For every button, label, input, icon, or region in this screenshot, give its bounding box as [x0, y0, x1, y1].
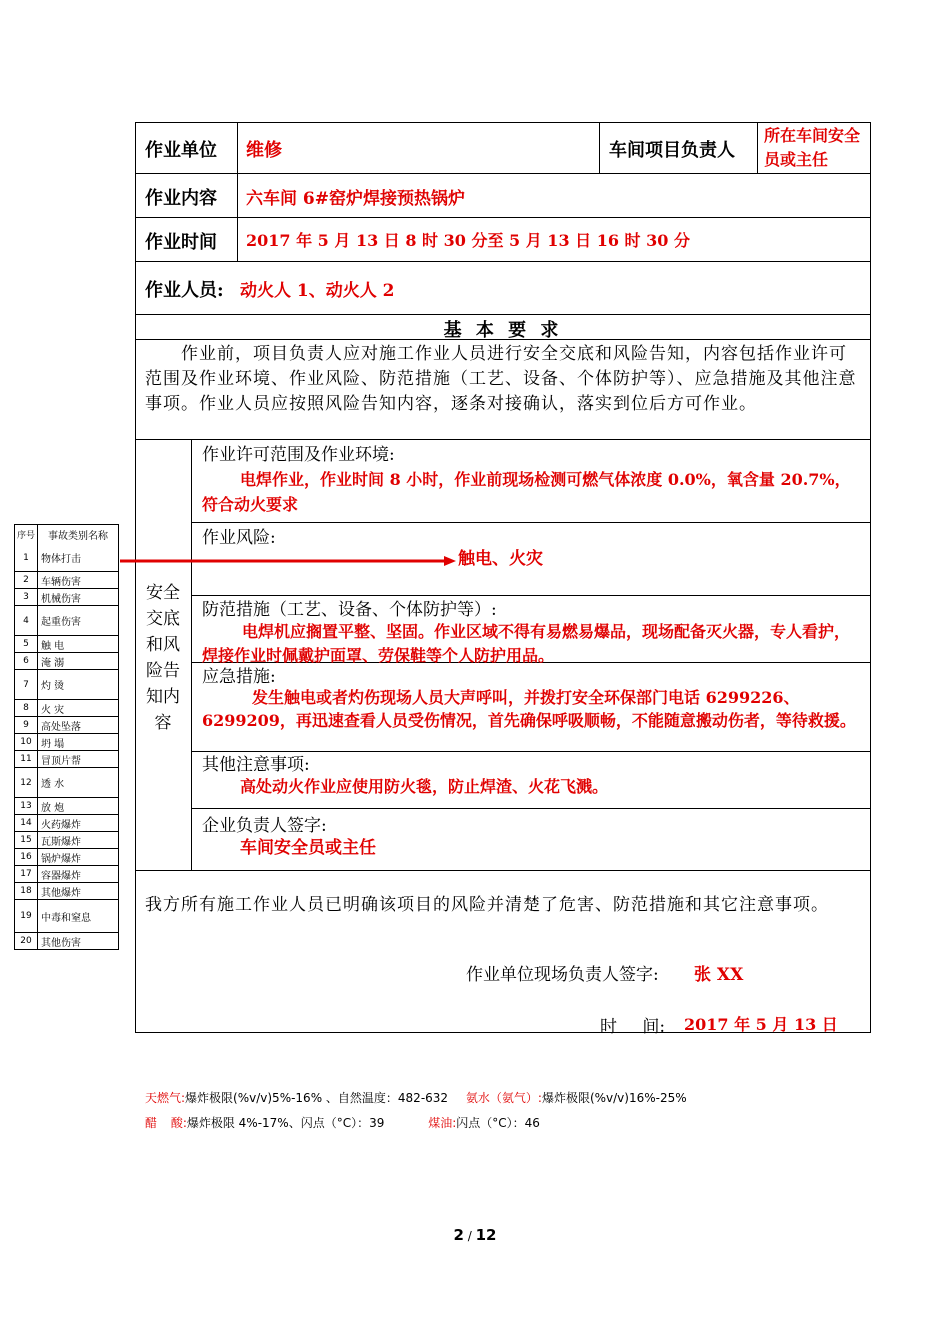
side-row-num: 17 — [15, 866, 38, 882]
side-table-row — [15, 635, 118, 652]
side-table-row — [15, 588, 118, 605]
side-row-name: 透 水 — [41, 779, 65, 790]
side-row-num: 20 — [15, 933, 38, 949]
side-row-name: 其他伤害 — [41, 937, 81, 949]
side-row-name: 火 灾 — [41, 704, 65, 716]
side-row-name: 瓦斯爆炸 — [41, 836, 81, 848]
side-row-num: 9 — [15, 717, 38, 733]
side-row-name: 高处坠落 — [41, 721, 81, 733]
side-table-header — [15, 525, 118, 544]
side-row-name: 机械伤害 — [41, 593, 81, 605]
side-table-row — [15, 767, 118, 797]
side-row-num: 11 — [15, 751, 38, 767]
side-table-row — [15, 605, 118, 635]
side-row-name: 物体打击 — [41, 554, 81, 565]
ammonia-label: 氨水（氨气）: — [465, 1091, 542, 1105]
people-value: 动火人 1、动火人 2 — [240, 281, 395, 301]
sign-value: 车间安全员或主任 — [240, 838, 376, 858]
other-label: 其他注意事项: — [202, 755, 310, 775]
footer-line-2 — [145, 1114, 540, 1131]
section-label: 安全交底和风险告知内容 — [146, 583, 180, 733]
side-row-num: 19 — [15, 900, 38, 932]
onsite-sign-value: 张 XX — [694, 965, 744, 985]
acetic-label: 醋 酸: — [145, 1116, 187, 1130]
side-row-num: 2 — [15, 572, 38, 588]
leader-value: 所在车间安全员或主任 — [764, 126, 861, 169]
unit-label: 作业单位 — [145, 140, 217, 161]
side-row-name: 起重伤害 — [41, 617, 81, 628]
sign-label: 企业负责人签字: — [202, 816, 327, 836]
side-row-num: 7 — [15, 670, 38, 699]
side-table-row — [15, 932, 118, 949]
date-label: 时 间: — [600, 1017, 666, 1037]
side-row-num: 8 — [15, 700, 38, 716]
side-row-name: 放 炮 — [41, 802, 65, 814]
side-row-num: 5 — [15, 636, 38, 652]
requirements-text: 作业前，项目负责人应对施工作业人员进行安全交底和风险告知，内容包括作业许可范围及作业环境、作业风险、防范措施（工艺、设备、个体防护等）、应急措施及其他注意事项。作业人员应按照风险告知内容，逐条对接确认，落实到位后方可作业。 — [145, 344, 857, 414]
side-table-row — [15, 797, 118, 814]
footer-line-1 — [145, 1089, 687, 1106]
side-row-name: 火药爆炸 — [41, 819, 81, 831]
page-current: 2 — [453, 1226, 464, 1244]
side-table-row — [15, 831, 118, 848]
side-table-row — [15, 865, 118, 882]
side-row-num: 18 — [15, 883, 38, 899]
time-value: 2017 年 5 月 13 日 8 时 30 分至 5 月 13 日 16 时 30 分 — [246, 231, 690, 250]
time-label: 作业时间 — [145, 232, 217, 253]
measures-label: 防范措施（工艺、设备、个体防护等）: — [202, 600, 497, 620]
onsite-sign-label: 作业单位现场负责人签字: — [466, 965, 659, 985]
emergency-value: 发生触电或者灼伤现场人员大声呼叫，并拨打安全环保部门电话 6299226、6299209，再迅速查看人员受伤情况，首先确保呼吸顺畅，不能随意搬动伤者，等待救援。 — [202, 688, 856, 730]
arrow-icon — [118, 554, 458, 568]
side-row-name: 中毒和窒息 — [41, 912, 91, 924]
side-row-num: 4 — [15, 606, 38, 635]
side-row-name: 锅炉爆炸 — [41, 853, 81, 865]
gas-text: 爆炸极限(%v/v)5%-16% 、自然温度：482-632 — [185, 1091, 449, 1105]
side-table-row — [15, 899, 118, 932]
side-row-num: 16 — [15, 849, 38, 865]
risk-value: 触电、火灾 — [458, 549, 543, 569]
side-table-row — [15, 544, 118, 571]
content-value: 六车间 6#窑炉焊接预热锅炉 — [246, 189, 465, 209]
measures-value: 电焊机应搁置平整、坚固。作业区域不得有易燃易爆品，现场配备灭火器，专人看护，焊接作业时佩戴护面罩、劳保鞋等个人防护用品。 — [202, 622, 851, 665]
content-label: 作业内容 — [145, 188, 217, 209]
kerosene-label: 煤油: — [428, 1116, 457, 1130]
side-row-num: 3 — [15, 589, 38, 605]
scope-label: 作业许可范围及作业环境: — [202, 445, 395, 465]
leader-label: 车间项目负责人 — [609, 140, 735, 161]
ammonia-text: 爆炸极限(%v/v)16%-25% — [541, 1091, 687, 1105]
side-table-row — [15, 882, 118, 899]
other-value: 高处动火作业应使用防火毯，防止焊渣、火花飞溅。 — [240, 777, 609, 796]
date-value: 2017 年 5 月 13 日 — [684, 1015, 838, 1034]
side-row-num: 6 — [15, 653, 38, 669]
page-total: 12 — [475, 1226, 497, 1244]
side-row-num: 12 — [15, 768, 38, 797]
scope-value: 电焊作业，作业时间 8 小时，作业前现场检测可燃气体浓度 0.0%，氧含量 20.7%，符合动火要求 — [202, 470, 851, 514]
side-row-name: 容器爆炸 — [41, 870, 81, 882]
side-row-num: 1 — [15, 544, 38, 571]
side-table-row — [15, 699, 118, 716]
side-row-num: 14 — [15, 815, 38, 831]
side-table-row — [15, 571, 118, 588]
side-row-num: 15 — [15, 832, 38, 848]
side-row-name: 坍 塌 — [41, 738, 65, 750]
emergency-label: 应急措施: — [202, 667, 276, 687]
side-row-name: 淹 溺 — [41, 657, 65, 669]
side-header-num: 序号 — [15, 525, 38, 544]
page-number: 2 / 12 — [453, 1226, 497, 1244]
side-table-row — [15, 814, 118, 831]
side-table-row — [15, 848, 118, 865]
side-row-name: 触 电 — [41, 640, 65, 652]
gas-label: 天燃气: — [145, 1091, 186, 1105]
side-row-name: 冒顶片帮 — [41, 755, 81, 767]
confirm-text: 我方所有施工作业人员已明确该项目的风险并清楚了危害、防范措施和其它注意事项。 — [145, 895, 829, 915]
side-table-row — [15, 750, 118, 767]
requirements-title: 基 本 要 求 — [443, 320, 563, 341]
side-row-num: 13 — [15, 798, 38, 814]
side-header-name: 事故类别名称 — [48, 531, 108, 542]
side-row-name: 灼 烫 — [41, 681, 65, 692]
side-row-name: 车辆伤害 — [41, 576, 81, 588]
side-row-name: 其他爆炸 — [41, 887, 81, 899]
kerosene-text: 闪点（°C）：46 — [456, 1116, 540, 1130]
side-table-row — [15, 733, 118, 750]
side-table-row — [15, 716, 118, 733]
acetic-text: 爆炸极限 4%-17%、闪点（°C）：39 — [186, 1116, 385, 1130]
unit-value: 维修 — [246, 140, 282, 161]
people-label: 作业人员: — [145, 280, 224, 301]
risk-label: 作业风险: — [202, 528, 276, 548]
accident-category-table — [14, 524, 119, 950]
side-row-num: 10 — [15, 734, 38, 750]
side-table-row — [15, 669, 118, 699]
side-table-row — [15, 652, 118, 669]
